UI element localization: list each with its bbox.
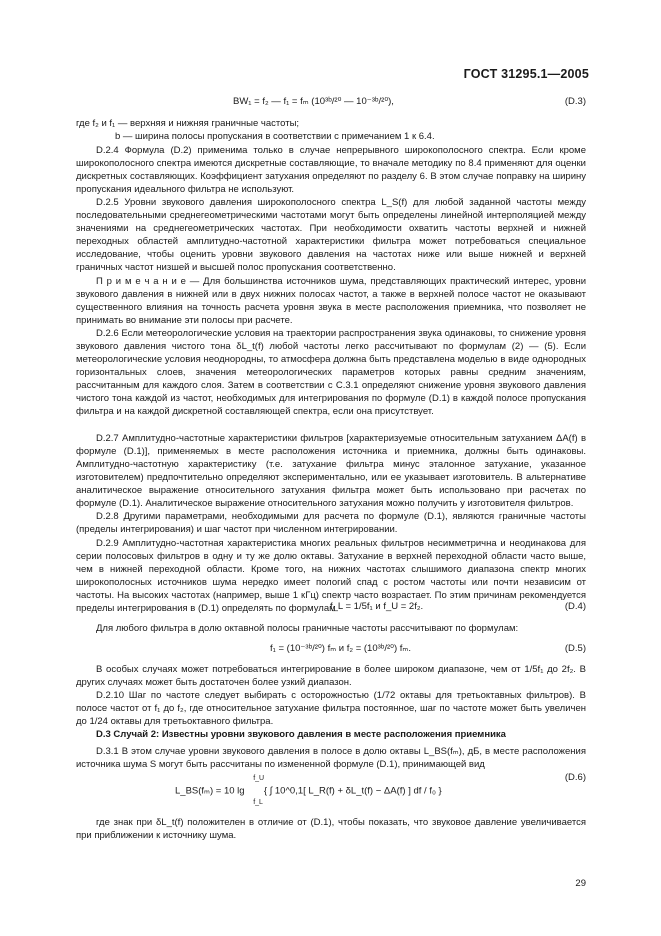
upper-limit: f_U [253,775,265,782]
paragraph-d26: D.2.6 Если метеорологические условия на траектории распространения звука одинаковы, то снижение уровня звукового давления чистого тона δL_t(f) любой частоты легко рассчитывают по формулам (2) — (5). Если метеорологические условия неоднородны, то атмосфера должна быть представлена моделью в виде однородных горизонтальных слоев, значения метеорологических параметров которых равны средним значениям, рассчитанным для каждого слоя. Затем в соответствии с С.3.1 определяют снижение уровня звукового давления чистого тона каждой из частот, необходимых для интегрирования по формуле (D.1) в каждой полосе пропускания фильтра и на каждой дискретной составляющей спектра, если она присутствует. [76,328,586,417]
note: П р и м е ч а н и е — Для большинства источников шума, представляющих практический интерес, уровни звукового давления в нижней или в двух нижних полосах частот, а также в верхней полосе частот не оказывают существенного влияния на точность расчета уровня звука в месте расположения приемника, что позволяет не принимать во внимание эти полосы при расчете. [76,276,586,326]
equation-number-d4: (D.4) [564,601,586,612]
equation-number-d3: (D.3) [564,96,586,107]
paragraph-final: где знак при δL_t(f) положителен в отличие от (D.1), чтобы показать, что звуковое давление увеличивается при приближении к источнику шума. [76,817,586,841]
page-number: 29 [575,878,586,889]
paragraph-special-cases: В особых случаях может потребоваться интегрирование в более широком диапазоне, чем от 1/5f₁ до 2f₂. В других случаях может быть достаточен более узкий диапазон. [76,664,586,688]
section-heading-d3: D.3 Случай 2: Известны уровни звукового давления в месте расположения приемника [96,729,506,740]
paragraph-d28: D.2.8 Другими параметрами, необходимыми для расчета по формуле (D.1), являются граничные частоты (пределы интегрирования) и шаг частот при численном интегрировании. [76,511,586,535]
equation-d4: f_L = 1/5f₁ и f_U = 2f₂. [330,601,424,612]
equation-number-d5: (D.5) [564,643,586,654]
paragraph-d31: D.3.1 В этом случае уровни звукового давления в полосе в долю октавы L_BS(fₘ), дБ, в месте расположения источника шума S могут быть рассчитаны по измененной формуле (D.1), принимающей вид [76,746,586,770]
equation-d6-lhs: L_BS(fₘ) = 10 lg [175,785,245,797]
document-header: ГОСТ 31295.1—2005 [463,67,589,81]
lower-limit: f_L [253,799,263,806]
equation-number-d6: (D.6) [564,772,586,783]
paragraph-d25: D.2.5 Уровни звукового давления широкополосного спектра L_S(f) для любой заданной частоты между последовательными среднегеометрическими частотами могут быть определены линейной интерполяцией между значениями на среднегеометрических частотах. При необходимости охватить частоты верхней и нижней переходных областей амплитудно-частотной характеристики фильтра может потребоваться специальное исследование, чтобы оценить уровни звукового давления на частотах ниже или выше нижней и верхней граничных частот низшей и высшей полос пропускания соответственно. [76,197,586,273]
paragraph-after-d4: Для любого фильтра в долю октавной полосы граничные частоты рассчитывают по формулам: [96,623,519,634]
equation-d5: f₁ = (10⁻³ᵇ/²⁰) fₘ и f₂ = (10³ᵇ/²⁰) fₘ. [270,643,411,654]
paragraph-d210: D.2.10 Шаг по частоте следует выбирать с осторожностью (1/72 октавы для третьоктавных фильтров). В полосе частот от f₁ до f₂, где относительное затухание фильтра постоянное, шаг по частоте может быть увеличен до 1/24 октавы для третьоктавного фильтра. [76,690,586,727]
paragraph-d24: D.2.4 Формула (D.2) применима только в случае непрерывного широкополосного спектра. Если кроме широкополосного спектра имеются дискретные составляющие, то вначале методику по 8.4 применяют для оценки дискретных составляющих. Коэффициент затухания определяют по разделу 6. В этом случае поправку на ширину пропускания идеального фильтра не используют. [76,145,586,195]
paragraph-d29: D.2.9 Амплитудно-частотная характеристика многих реальных фильтров несимметрична и неодинакова для серии полосовых фильтров в одну и ту же долю октавы. Затухание в верхней переходной области часто выше, чем в нижней переходной области. Кроме того, на нижних частотах слышимого диапазона спектр многих широкополосных источников шума нередко имеет пологий спад с ростом частоты или почти независим от частоты. На высоких частотах (например, выше 1 кГц) спектр часто возрастает. По этим причинам рекомендуется пределы интегрирования в (D.1) определять по формулам [76,538,586,614]
integral-limits [247,775,265,806]
paragraph-d27: D.2.7 Амплитудно-частотные характеристики фильтров [характеризуемые относительным затуханием ΔA(f) в формуле (D.1)], применяемых в месте расположения источника и приемника, должны быть одинаковы. Амплитудно-частотную характеристику (т.е. затухание фильтра минус эталонное затухание, указанное изготовителем) предпочтительно определяют экспериментально, или ее указывает изготовитель. В альтернативе аналитическое выражение относительного затухания фильтра может быть использовано при расчетах по формуле (D.1). Аналитическое выражение относительного затухания можно получить у изготовителя фильтров. [76,433,586,509]
equation-d3: BW₁ = f₂ — f₁ = fₘ (10³ᵇ/²⁰ — 10⁻³ᵇ/²⁰), [233,96,394,107]
equation-d6 [175,775,442,806]
where-line-2: b — ширина полосы пропускания в соответствии с примечанием 1 к 6.4. [115,131,435,142]
where-line-1: где f₂ и f₁ — верхняя и нижняя граничные частоты; [76,118,300,129]
equation-d6-integrand: { ∫ 10^0,1[ L_R(f) + δL_t(f) − ΔA(f) ] df / f₀ } [263,785,442,797]
